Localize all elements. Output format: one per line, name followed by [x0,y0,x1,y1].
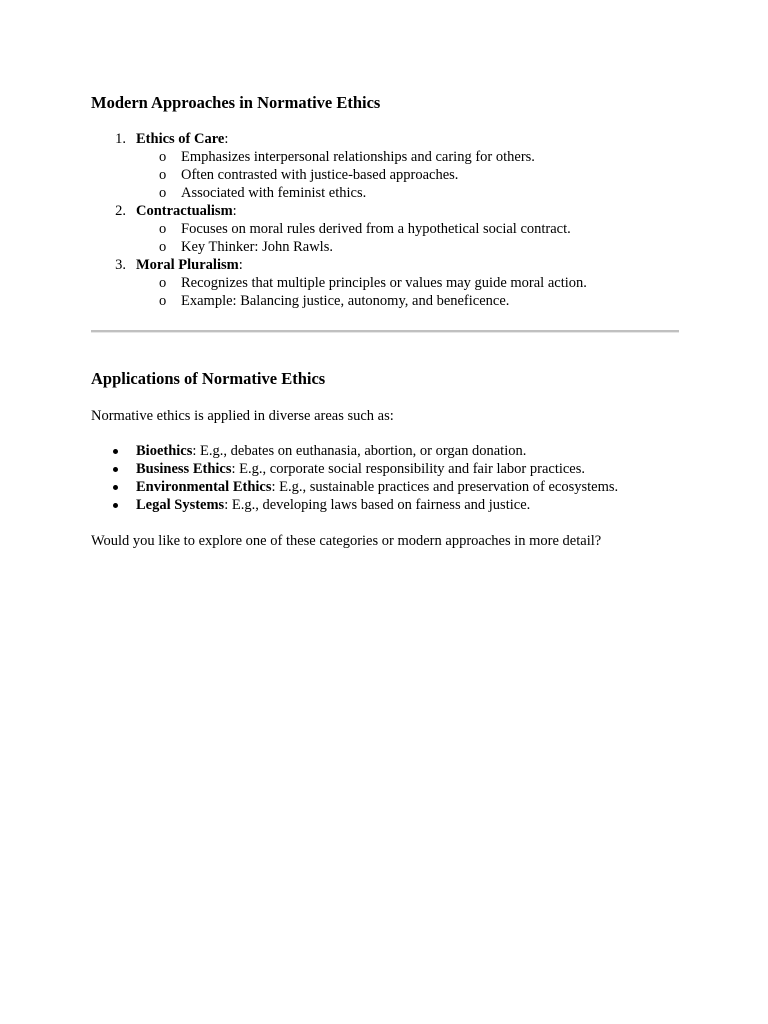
list-number: 3. [115,257,126,273]
circle-bullet-icon: o [159,293,167,309]
term-business-ethics: Business Ethics [136,461,232,477]
circle-bullet-icon: o [159,275,167,291]
sub-list-text: Often contrasted with justice-based approaches. [181,167,459,183]
list-number: 1. [115,131,126,147]
term-environmental-ethics: Environmental Ethics [136,479,272,495]
list-item-ethics-of-care [91,130,679,202]
list-number: 2. [115,203,126,219]
sub-list-text: Example: Balancing justice, autonomy, and beneficence. [181,293,510,309]
sub-list-item [91,148,679,166]
sub-list-item [91,274,679,292]
sub-list-item [91,292,679,310]
term-contractualism: Contractualism [136,203,233,219]
list-item-label [91,202,679,220]
list-item-contractualism [91,202,679,256]
list-item-environmental-ethics [91,478,691,496]
closing-question: Would you like to explore one of these categories or modern approaches in more detail? [91,533,602,549]
applications-intro: Normative ethics is applied in diverse areas such as: [91,408,394,424]
term-legal-systems: Legal Systems [136,497,225,513]
sub-list-text: Focuses on moral rules derived from a hypothetical social contract. [181,221,571,237]
section-heading-applications: Applications of Normative Ethics [91,369,326,388]
bullet-icon [113,449,118,454]
modern-approaches-list [91,130,679,310]
sub-list-item [91,166,679,184]
bullet-icon [113,503,118,508]
circle-bullet-icon: o [159,239,167,255]
sub-list-text: Associated with feminist ethics. [181,185,367,201]
sub-list [91,148,679,202]
circle-bullet-icon: o [159,221,167,237]
sub-list-text: Key Thinker: John Rawls. [181,239,333,255]
term-moral-pluralism: Moral Pluralism [136,257,239,273]
circle-bullet-icon: o [159,185,167,201]
circle-bullet-icon: o [159,149,167,165]
term-suffix: : [224,131,229,147]
term-ethics-of-care: Ethics of Care [136,131,225,147]
list-item-moral-pluralism [91,256,679,310]
item-description: : E.g., debates on euthanasia, abortion, or organ donation. [192,443,527,459]
sub-list-item [91,238,679,256]
sub-list-text: Recognizes that multiple principles or values may guide moral action. [181,275,587,291]
item-description: : E.g., sustainable practices and preservation of ecosystems. [271,479,619,495]
term-suffix: : [238,257,243,273]
item-description: : E.g., developing laws based on fairness and justice. [224,497,531,513]
sub-list-text: Emphasizes interpersonal relationships and caring for others. [181,149,535,165]
section-heading-modern-approaches: Modern Approaches in Normative Ethics [91,93,381,112]
term-suffix: : [232,203,237,219]
sub-list [91,274,679,310]
applications-list [91,442,691,514]
list-item-business-ethics [91,460,691,478]
term-bioethics: Bioethics [136,443,193,459]
bullet-icon [113,485,118,490]
sub-list-item [91,220,679,238]
list-item-bioethics [91,442,691,460]
list-item-legal-systems [91,496,691,514]
item-description: : E.g., corporate social responsibility and fair labor practices. [231,461,586,477]
bullet-icon [113,467,118,472]
circle-bullet-icon: o [159,167,167,183]
sub-list-item [91,184,679,202]
list-item-label [91,256,679,274]
sub-list [91,220,679,256]
list-item-label [91,130,679,148]
horizontal-rule [91,330,679,333]
